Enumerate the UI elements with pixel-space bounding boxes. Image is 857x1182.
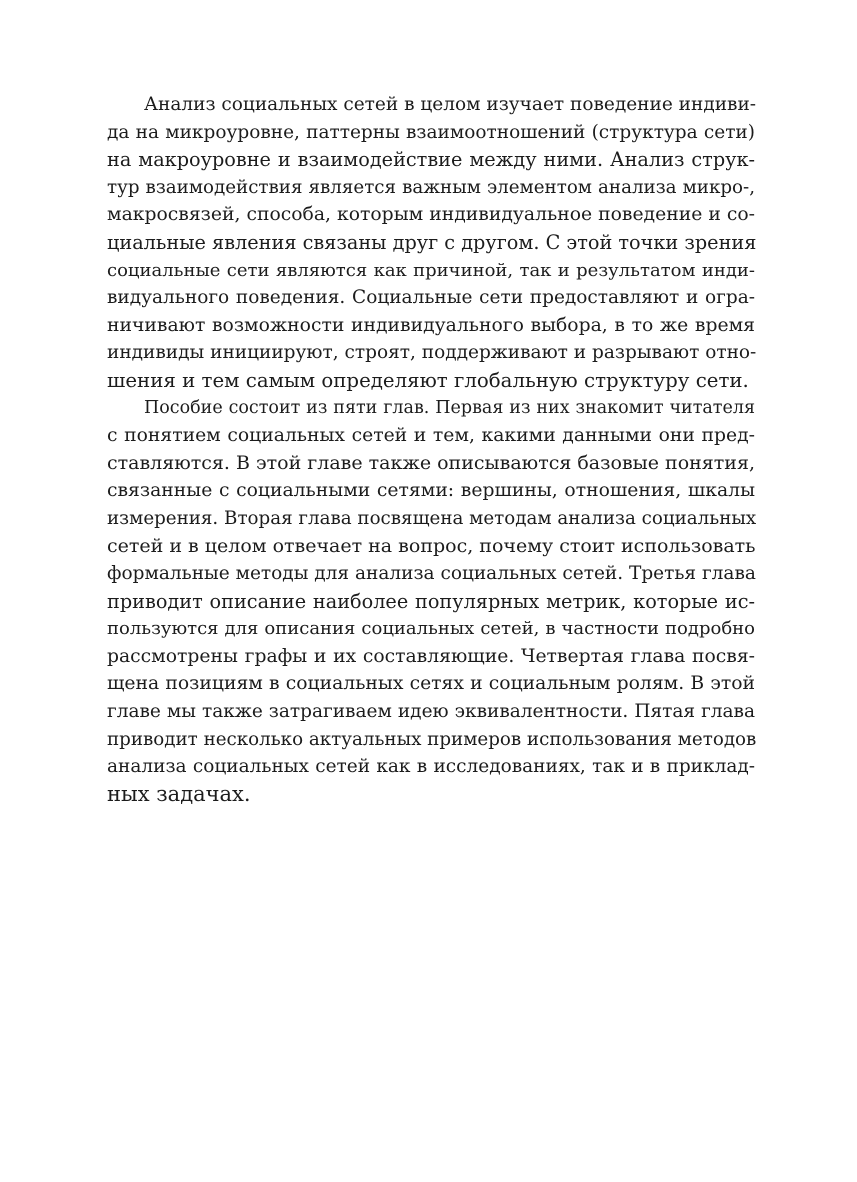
text-line: сетей и в целом отвечает на вопрос, почему стоит использовать xyxy=(107,534,756,557)
text-line: Пособие состоит из пяти глав. Первая из них знакомит читателя xyxy=(144,397,755,418)
text-line: Анализ социальных сетей в целом изучает поведение индиви- xyxy=(144,94,757,115)
text-line: измерения. Вторая глава посвящена методам анализа социальных xyxy=(107,507,757,529)
text-line: на макроуровне и взаимодействие между ними. Анализ струк- xyxy=(107,148,755,172)
text-line: социальные сети являются как причиной, так и результатом инди- xyxy=(107,259,755,281)
text-line: макросвязей, способа, которым индивидуальное поведение и со- xyxy=(107,204,755,226)
text-line: формальные методы для анализа социальных сетей. Третья глава xyxy=(107,563,756,585)
text-line: ных задачах. xyxy=(107,781,251,806)
text-line: рассмотрены графы и их составляющие. Четвертая глава посвя- xyxy=(107,645,755,667)
text-line: связанные с социальными сетями: вершины, отношения, шкалы xyxy=(107,480,755,502)
text-line: с понятием социальных сетей и тем, какими данными они пред- xyxy=(107,425,755,447)
paragraph-1 xyxy=(107,91,755,395)
text-line: анализа социальных сетей как в исследованиях, так и в приклад- xyxy=(107,756,755,778)
text-line: шения и тем самым определяют глобальную структуру сети. xyxy=(107,368,749,392)
paragraph-2 xyxy=(107,395,755,809)
text-line: тур взаимодействия является важным элементом анализа микро-, xyxy=(107,176,755,198)
text-line: приводит несколько актуальных примеров использования методов xyxy=(107,728,757,750)
text-line: щена позициям в социальных сетях и социальным ролям. В этой xyxy=(107,673,755,695)
text-line: да на микроуровне, паттерны взаимоотношений (структура сети) xyxy=(107,121,755,143)
text-line: ничивают возможности индивидуального выбора, в то же время xyxy=(107,314,755,336)
text-line: главе мы также затрагиваем идею эквивалентности. Пятая глава xyxy=(107,701,755,723)
text-line: циальные явления связаны друг с другом. С этой точки зрения xyxy=(107,230,757,254)
text-line: видуального поведения. Социальные сети предоставляют и огра- xyxy=(107,287,755,309)
document-page xyxy=(107,91,755,808)
text-line: пользуются для описания социальных сетей, в частности подробно xyxy=(107,618,755,640)
text-line: индивиды инициируют, строят, поддерживают и разрывают отно- xyxy=(107,342,757,364)
text-line: ставляются. В этой главе также описываются базовые понятия, xyxy=(107,451,755,474)
text-line: приводит описание наиболее популярных метрик, которые ис- xyxy=(107,589,755,613)
